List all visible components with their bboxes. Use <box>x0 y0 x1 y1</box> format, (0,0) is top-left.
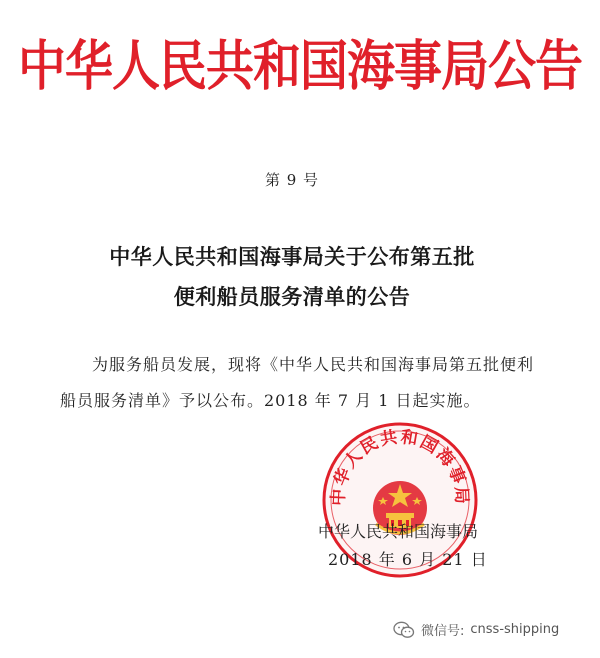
body-paragraph-line-1: 为服务船员发展，现将《中华人民共和国海事局第五批便利 <box>92 355 535 374</box>
watermark-account: cnss-shipping <box>470 622 560 637</box>
watermark-prefix: 微信号: <box>421 624 465 639</box>
wechat-icon <box>393 621 415 639</box>
signing-date: 2018 年 6 月 21 日 <box>328 550 488 569</box>
seal-ring-textpath: 中华人民共和国海事局 <box>328 427 472 507</box>
signing-authority: 中华人民共和国海事局 <box>318 522 479 541</box>
masthead-title: 中华人民共和国海事局公告 <box>17 35 582 98</box>
document-number: 第 9 号 <box>264 171 320 189</box>
document-title-line-1: 中华人民共和国海事局关于公布第五批 <box>109 245 475 269</box>
wechat-watermark <box>393 620 559 639</box>
document-title-line-2: 便利船员服务清单的公告 <box>173 285 411 309</box>
body-paragraph-line-2: 船员服务清单》予以公布。2018 年 7 月 1 日起实施。 <box>60 391 481 410</box>
